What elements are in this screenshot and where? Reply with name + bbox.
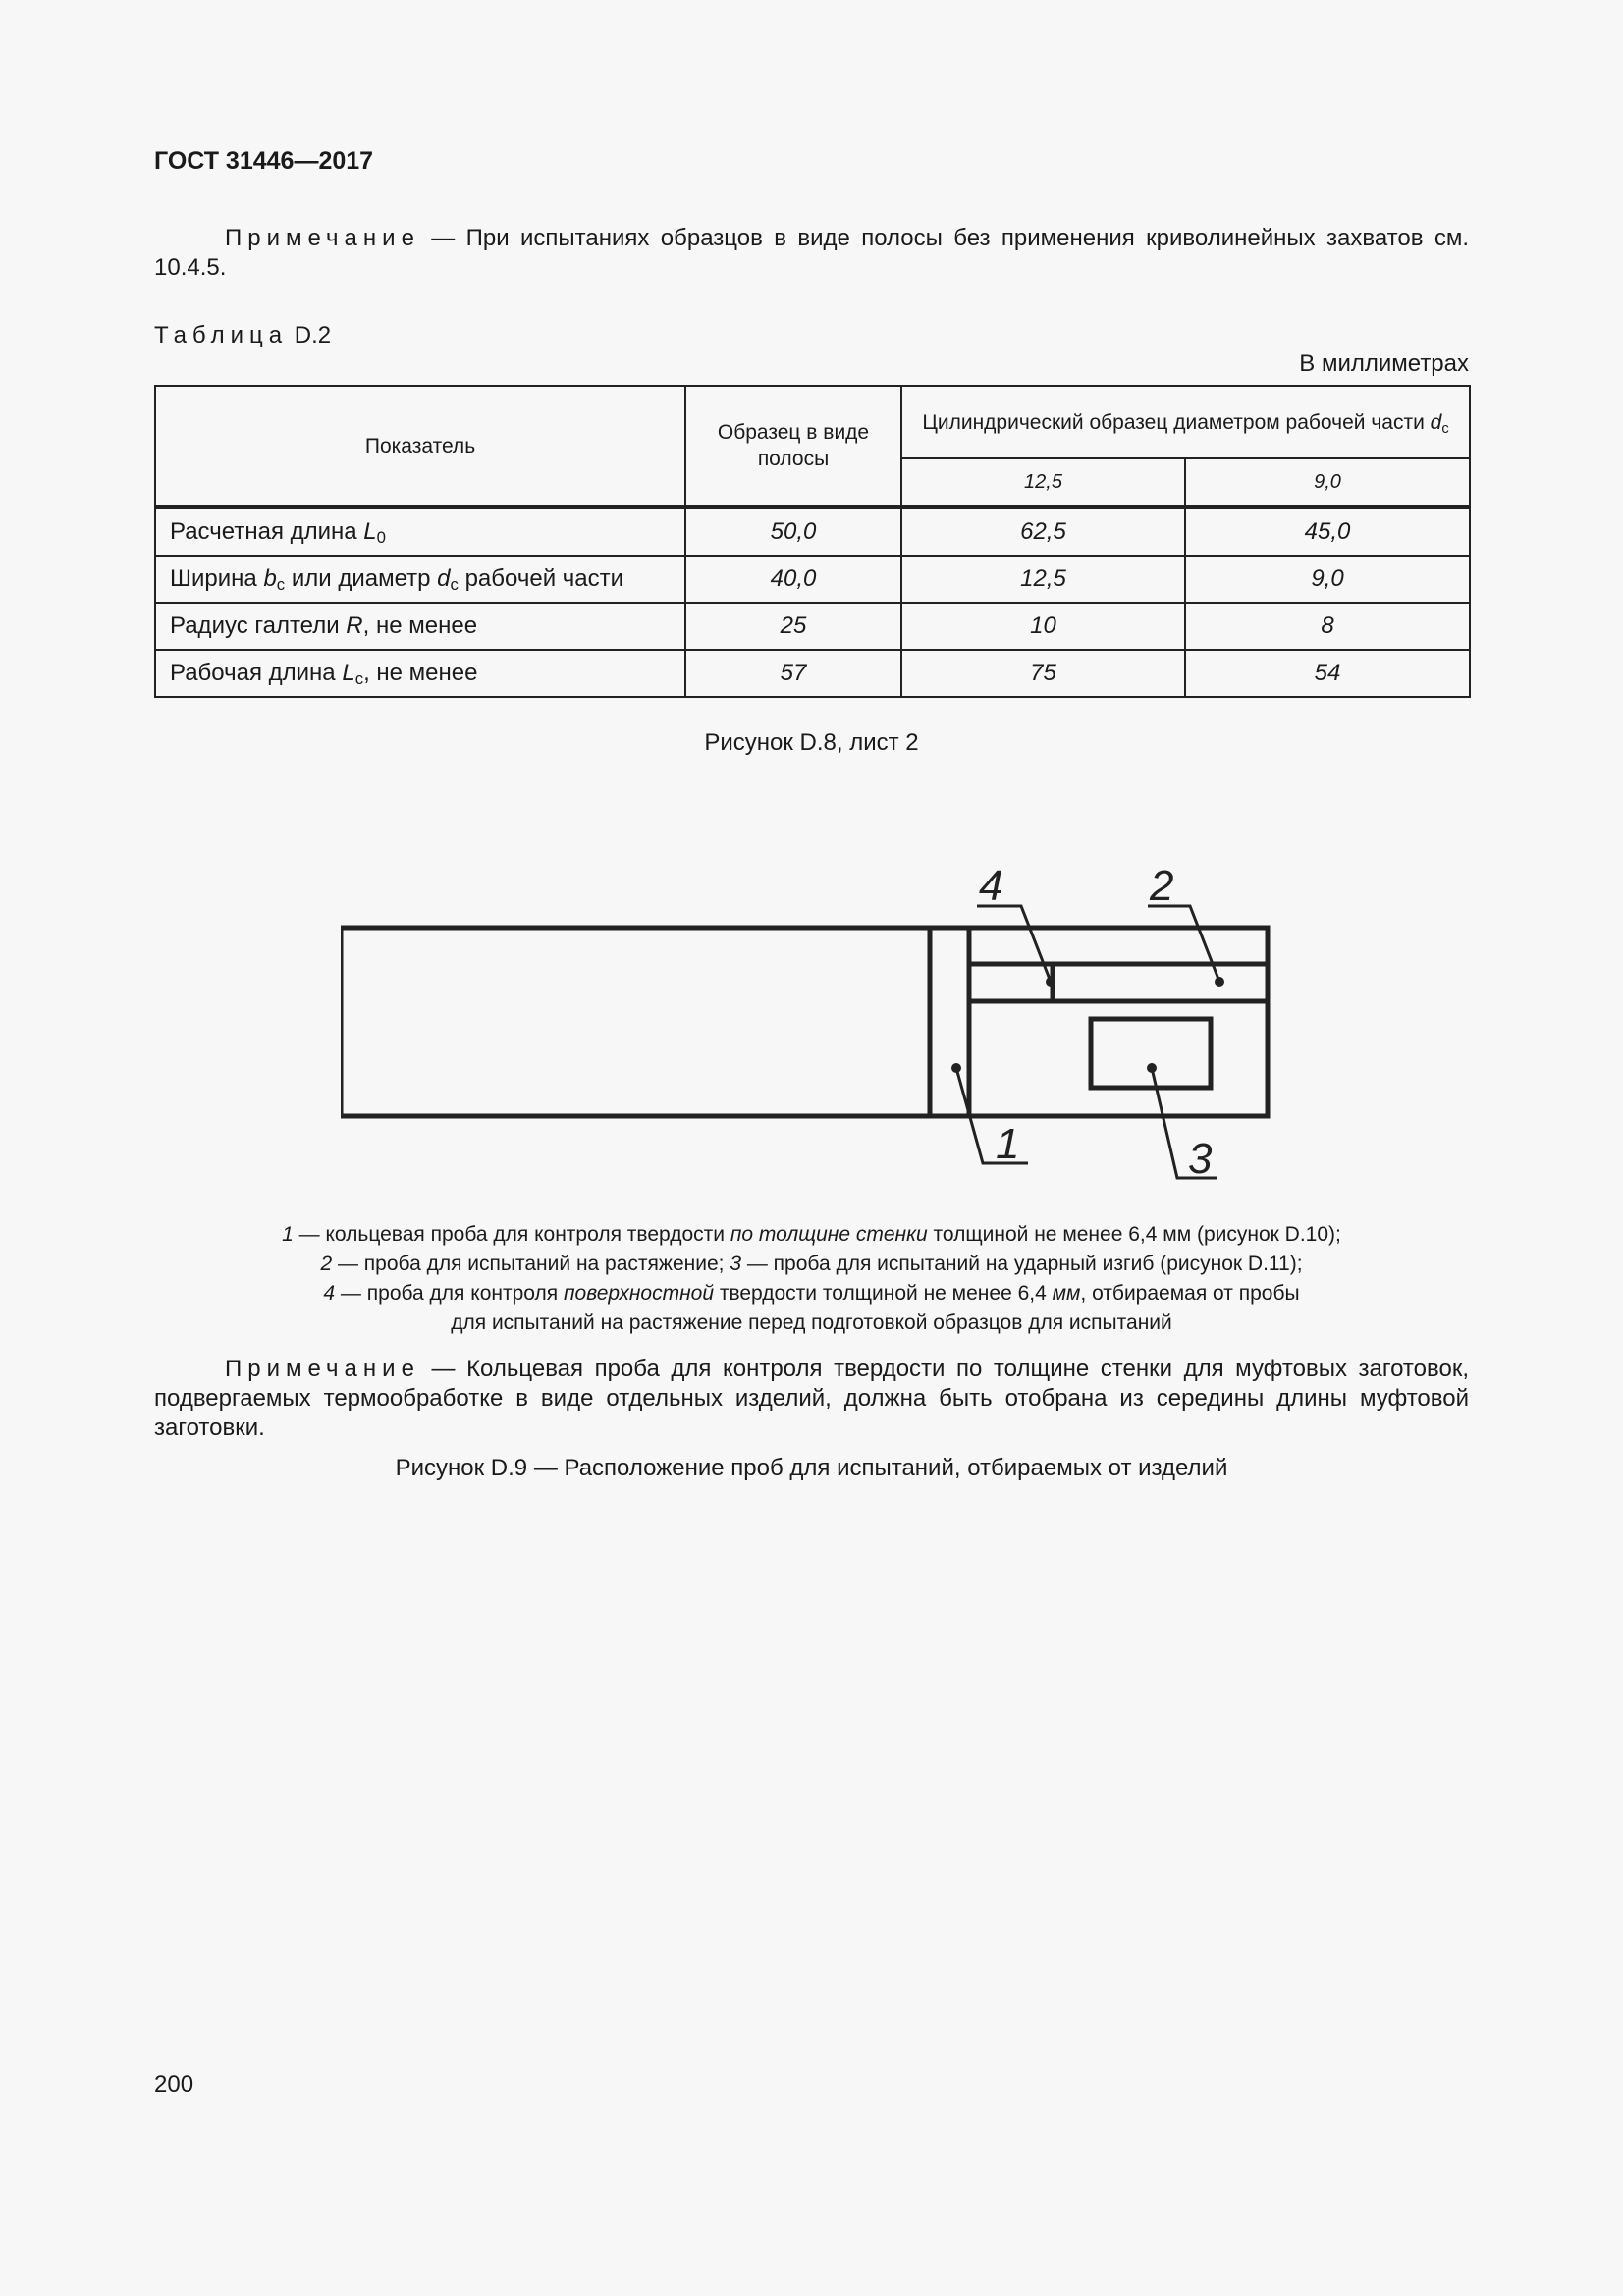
figure-9-caption: Рисунок D.9 — Расположение проб для испытаний, отбираемых от изделий: [395, 1455, 1228, 1481]
document-page: [154, 0, 1469, 2296]
legend-text: , отбираемая от пробы: [1080, 1282, 1300, 1305]
header-d2: 9,0: [1185, 458, 1470, 507]
legend-num: 2: [320, 1253, 333, 1275]
header-cylinder: [901, 386, 1470, 458]
legend-text: толщиной не менее 6,4 мм (рисунок D.10);: [927, 1223, 1341, 1246]
table-header-row: [155, 386, 1470, 458]
note-2-text: — Кольцевая проба для контроля твердости по толщине стенки для муфтовых заготовок, подвергаемых термообработке в виде отдельных изделий, должна быть отобрана из середины длины муфтовой заготовки.: [154, 1356, 1469, 1441]
row-label-sub: 0: [376, 528, 386, 547]
row-label-suffix-2: рабочей части: [458, 565, 624, 592]
row-label-symbol: L: [342, 660, 355, 686]
row-label: [155, 603, 685, 650]
cell-d2: 9,0: [1185, 556, 1470, 603]
legend-italic: по толщине стенки: [730, 1223, 928, 1246]
table-caption-number: D.2: [288, 322, 332, 348]
cell-d1: 62,5: [901, 507, 1185, 557]
legend-italic: мм: [1052, 1282, 1081, 1305]
row-label-sub-2: c: [450, 575, 459, 594]
header-d1: 12,5: [901, 458, 1185, 507]
legend-num: 4: [323, 1282, 336, 1305]
row-label-suffix: или диаметр: [285, 565, 438, 592]
leader-4-dot: [1046, 977, 1055, 987]
cell-d1: 12,5: [901, 556, 1185, 603]
row-label: [155, 650, 685, 697]
figure-legend: [154, 1220, 1469, 1338]
table-row: [155, 556, 1470, 603]
row-label-suffix: , не менее: [363, 660, 478, 686]
sample-layout-diagram: [341, 839, 1283, 1193]
legend-italic: поверхностной: [563, 1282, 714, 1305]
leader-2-dot: [1215, 977, 1224, 987]
cell-strip: 40,0: [685, 556, 901, 603]
row-label-text: Радиус галтели: [170, 613, 347, 639]
table-caption: [154, 322, 331, 349]
diagram-label-4: 4: [979, 862, 1003, 910]
table-row: [155, 603, 1470, 650]
row-label-text: Ширина: [170, 565, 264, 592]
cell-d1: 10: [901, 603, 1185, 650]
row-label: [155, 556, 685, 603]
table-units: В миллиметрах: [1299, 350, 1469, 377]
cell-d2: 54: [1185, 650, 1470, 697]
legend-num: 1: [282, 1223, 294, 1246]
row-label-symbol: R: [346, 613, 363, 639]
doc-header: ГОСТ 31446—2017: [154, 147, 374, 175]
cell-strip: 25: [685, 603, 901, 650]
header-strip: Образец в виде полосы: [685, 386, 901, 507]
cell-strip: 50,0: [685, 507, 901, 557]
legend-text: — кольцевая проба для контроля твердости: [293, 1223, 730, 1246]
table-row: [155, 650, 1470, 697]
table-caption-word: Таблица: [154, 322, 289, 348]
legend-text: — проба для испытаний на ударный изгиб (рисунок D.11);: [741, 1253, 1303, 1275]
row-label: [155, 507, 685, 557]
row-label-sub: c: [276, 575, 286, 594]
note-1: [154, 224, 1469, 283]
cell-d1: 75: [901, 650, 1185, 697]
cell-d2: 45,0: [1185, 507, 1470, 557]
legend-text: твердости толщиной не менее 6,4: [714, 1282, 1053, 1305]
note-1-label: Примечание: [225, 225, 420, 251]
note-2-label: Примечание: [225, 1356, 420, 1382]
row-label-sub: c: [354, 669, 364, 688]
table-row: [155, 507, 1470, 557]
note-1-text: — При испытаниях образцов в виде полосы без применения криволинейных захватов см. 10.4.5.: [154, 225, 1469, 281]
note-2: [154, 1355, 1469, 1443]
legend-text: — проба для контроля: [335, 1282, 564, 1305]
cell-strip: 57: [685, 650, 901, 697]
figure-8-caption: Рисунок D.8, лист 2: [704, 729, 919, 756]
diagram-label-1: 1: [996, 1120, 1020, 1168]
header-cylinder-sub: c: [1441, 420, 1449, 437]
legend-num: 3: [730, 1253, 741, 1275]
diagram-label-3: 3: [1188, 1135, 1213, 1183]
row-label-text: Расчетная длина: [170, 518, 364, 545]
legend-line-3: [154, 1279, 1469, 1308]
legend-line-4: для испытаний на растяжение перед подготовкой образцов для испытаний: [451, 1311, 1172, 1334]
legend-line-1: [154, 1220, 1469, 1250]
leader-3-dot: [1147, 1063, 1157, 1073]
page-number: 200: [154, 2071, 194, 2098]
diagram-label-2: 2: [1150, 862, 1174, 910]
row-label-suffix: , не менее: [362, 613, 478, 639]
row-label-symbol: b: [263, 565, 277, 592]
header-cylinder-symbol: d: [1430, 410, 1442, 434]
impact-sample-box: [1091, 1019, 1211, 1088]
row-label-text: Рабочая длина: [170, 660, 343, 686]
legend-text: — проба для испытаний на растяжение;: [332, 1253, 730, 1275]
table-d2: [154, 385, 1471, 698]
leader-1-dot: [951, 1063, 961, 1073]
leader-2: [1148, 906, 1219, 982]
cell-d2: 8: [1185, 603, 1470, 650]
legend-line-2: [154, 1250, 1469, 1279]
leader-4: [977, 906, 1051, 982]
header-indicator: Показатель: [155, 386, 685, 507]
header-cylinder-text: Цилиндрический образец диаметром рабочей части: [922, 410, 1431, 434]
row-label-symbol-2: d: [437, 565, 451, 592]
row-label-symbol: L: [363, 518, 377, 545]
